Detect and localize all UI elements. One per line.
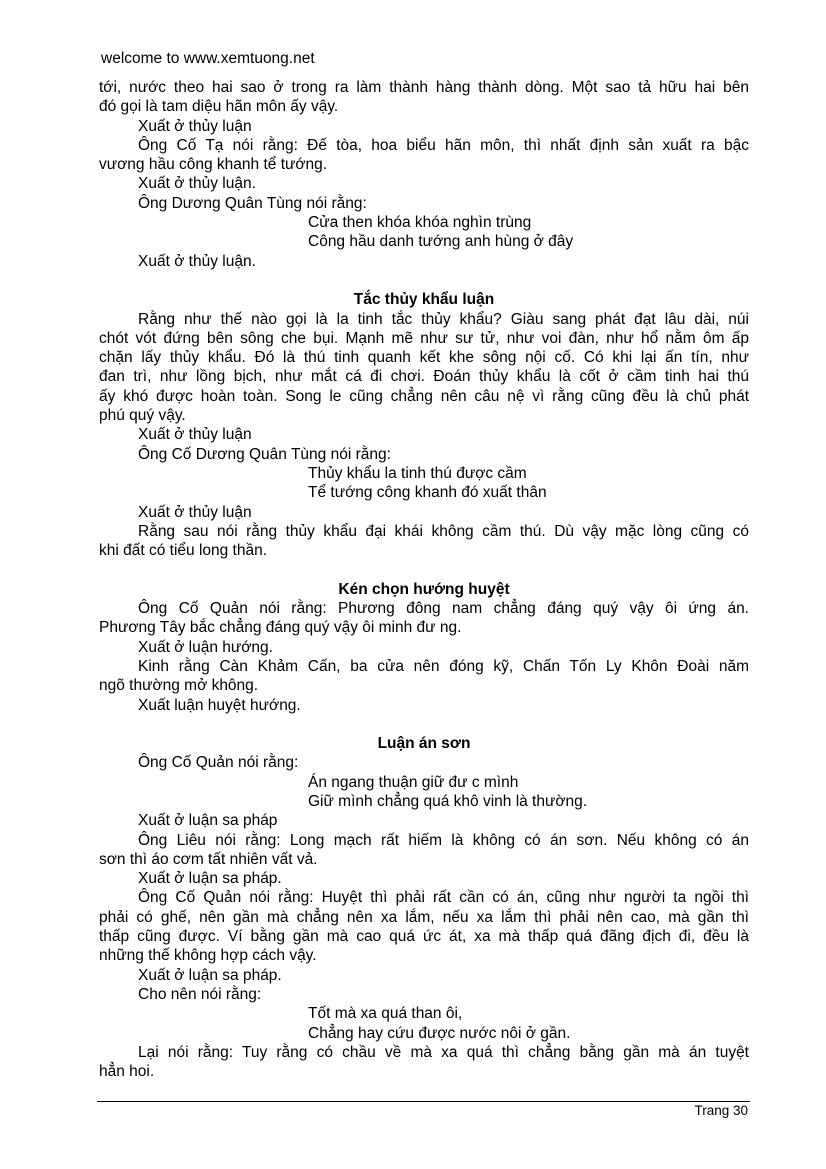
text-line: ấy khó được hoàn toàn. Song le cũng chẳng nên câu nệ vì rằng cũng đều là chủ phát — [99, 387, 749, 405]
paragraph-start: Rằng sau nói rằng thủy khẩu đại khái không cầm thú. Dù vậy mặc lòng cũng có — [138, 522, 749, 540]
paragraph-start: Ông Cố Tạ nói rằng: Đế tòa, hoa biểu hãn môn, thì nhất định sản xuất ra bậc — [138, 136, 749, 154]
document-body — [99, 78, 749, 1081]
text-line: những thế không hợp cách vậy. — [99, 947, 317, 965]
indented-line: Ông Cố Quản nói rằng: — [138, 754, 299, 772]
indented-line: Xuất ở thủy luận — [138, 503, 252, 521]
spacer — [99, 715, 749, 734]
paragraph-start: Lại nói rằng: Tuy rằng có chầu về mà xa quá thì chẳng bằng gần mà án tuyệt — [138, 1043, 749, 1061]
verse-line: Án ngang thuận giữ đư c mình — [308, 773, 519, 791]
paragraph-start: Kinh rằng Càn Khảm Cấn, ba cửa nên đóng kỹ, Chấn Tốn Ly Khôn Đoài năm — [138, 657, 749, 675]
indented-line: Xuất ở luận hướng. — [138, 638, 273, 656]
page-number: Trang 30 — [694, 1103, 748, 1118]
text-line: ngõ thường mở không. — [99, 677, 259, 695]
footer-divider — [97, 1101, 750, 1102]
text-line: vương hầu công khanh tể tướng. — [99, 156, 328, 174]
indented-line: Ông Dương Quân Tùng nói rằng: — [138, 194, 367, 212]
text-line: khi đất có tiểu long thần. — [99, 542, 268, 560]
indented-line: Xuất ở luận sa pháp. — [138, 870, 282, 888]
text-line: Phương Tây bắc chẳng đáng quý vậy ôi minh đư ng. — [99, 619, 462, 637]
section-heading: Kén chọn hướng huyệt — [338, 580, 510, 598]
verse-line: Cửa then khóa khóa nghìn trùng — [308, 214, 532, 232]
paragraph-start: Ông Cố Quản nói rằng: Huyệt thì phải rất cần có án, cũng như người ta ngồi thì — [138, 889, 749, 907]
text-line: đó gọi là tam diệu hãn môn ấy vậy. — [99, 98, 339, 116]
text-line: sơn thì áo cơm tất nhiên vất vả. — [99, 850, 318, 868]
text-line: tới, nước theo hai sao ở trong ra làm thành hàng thành dòng. Một sao tả hữu hai bên — [99, 79, 749, 96]
indented-line: Xuất ở luận sa pháp. — [138, 966, 282, 984]
verse-line: Tốt mà xa quá than ôi, — [308, 1005, 463, 1023]
text-line: phải có ghế, nên gần mà chẳng nên xa lắm, nếu xa lắm thì phải nên cao, mà gần thì — [99, 908, 749, 926]
verse-line: Tể tướng công khanh đó xuất thân — [308, 484, 547, 502]
indented-line: Ông Cố Dương Quân Tùng nói rằng: — [138, 445, 391, 463]
text-line: chặn lấy thủy khẩu. Đó là thú tinh quanh kết khe sông nội cố. Có khi lại ấn tín, như — [99, 349, 749, 367]
section-heading: Luận án sơn — [377, 735, 471, 753]
indented-line: Xuất ở thủy luận — [138, 426, 252, 444]
indented-line: Xuất ở thủy luận — [138, 117, 252, 135]
text-line: chót vót đứng bên sông che bụi. Mạnh mẽ như sư tử, như voi đàn, như hổ nằm ôm ấp — [99, 329, 749, 347]
verse-line: Công hầu danh tướng anh hùng ở đây — [308, 233, 574, 251]
paragraph-start: Ông Liêu nói rằng: Long mạch rất hiếm là không có án sơn. Nếu không có án — [138, 831, 749, 849]
spacer — [99, 560, 749, 579]
verse-line: Chẳng hay cứu được nước nôi ở gần. — [308, 1024, 571, 1042]
spacer — [99, 271, 749, 290]
verse-line: Giữ mình chẳng quá khô vinh là thường. — [308, 792, 588, 810]
indented-line: Xuất ở luận sa pháp — [138, 812, 278, 830]
text-line: thấp cũng được. Ví bằng gần mà cao quá ức át, xa mà thấp quá đãng địch đi, đều là — [99, 928, 749, 946]
indented-line: Cho nên nói rằng: — [138, 985, 262, 1003]
indented-line: Xuất ở thủy luận. — [138, 252, 256, 270]
text-line: hẳn hoi. — [99, 1063, 155, 1081]
indented-line: Xuất luận huyệt hướng. — [138, 696, 301, 714]
verse-line: Thủy khẩu la tinh thú được cầm — [308, 464, 527, 482]
text-line: đan trì, như lồng bịch, như mắt cá đi chơi. Đoán thủy khẩu là cốt ở cầm tinh hai thú — [99, 368, 749, 386]
paragraph-start: Ông Cố Quản nói rằng: Phương đông nam chẳng đáng quý vậy ôi ứng án. — [138, 600, 749, 618]
indented-line: Xuất ở thủy luận. — [138, 175, 256, 193]
site-header: welcome to www.xemtuong.net — [101, 50, 315, 67]
paragraph-start: Rằng như thế nào gọi là la tinh tắc thủy khẩu? Giàu sang phát đạt lâu dài, núi — [138, 310, 749, 328]
text-line: phú quý vậy. — [99, 407, 186, 425]
section-heading: Tắc thủy khẩu luận — [353, 291, 495, 309]
